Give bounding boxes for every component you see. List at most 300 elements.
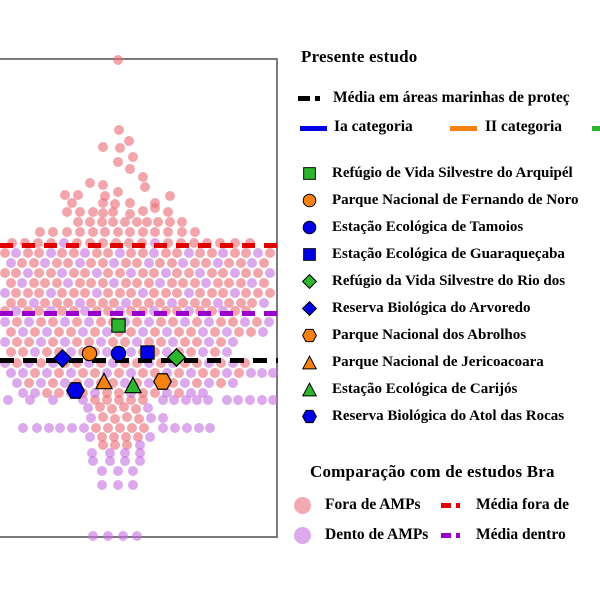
scatter-dot-fora [34,248,44,258]
scatter-dot-dentro [46,288,56,298]
scatter-dot-dentro [25,395,35,405]
comparison-title: Comparação com de estudos Bra [310,462,555,481]
scatter-dot-dentro [144,317,154,327]
study-marker-circle [110,345,127,362]
legend-item-label: Estação Ecológica de Tamoios [332,219,524,235]
scatter-dot-fora [210,347,220,357]
scatter-dot-dentro [222,395,232,405]
scatter-dot-fora [174,327,184,337]
scatter-dot-fora [165,191,175,201]
scatter-dot-dentro [126,268,136,278]
legend-item-label: Parque Nacional de Jericoacoara [332,354,544,370]
scatter-dot-fora [207,268,217,278]
scatter-dot-fora [115,268,125,278]
scatter-dot-fora [54,368,64,378]
scatter-dot-dentro [149,248,159,258]
scatter-dot-fora [18,347,28,357]
legend-item-label: Reserva Biológica do Atol das Rocas [332,408,565,424]
scatter-dot-fora [163,227,173,237]
scatter-dot-fora [241,248,251,258]
scatter-dot-fora [156,317,166,327]
scatter-dot-fora [115,288,125,298]
ii-categoria-line [450,126,477,131]
scatter-dot-fora [113,227,123,237]
dento-amps-dot [294,527,311,544]
media-dentro-label: Média dentro [476,526,566,543]
scatter-dot-dentro [167,298,177,308]
scatter-dot-fora [57,288,67,298]
protected-areas-legend-list [298,160,600,430]
square-marker-icon [298,247,320,262]
scatter-dot-dentro [258,327,268,337]
scatter-dot-fora [6,327,16,337]
scatter-dot-dentro [6,368,16,378]
scatter-dot-dentro [257,368,267,378]
scatter-dot-fora [62,207,72,217]
scatter-dot-dentro [11,248,21,258]
legend-item [298,322,600,349]
scatter-dot-fora [62,227,72,237]
scatter-dot-dentro [230,268,240,278]
scatter-dot-fora [48,227,58,237]
scatter-dot-fora [69,268,79,278]
scatter-dot-fora [177,217,187,227]
scatter-dot-fora [125,164,135,174]
scatter-dot-dentro [204,337,214,347]
scatter-dot-fora [207,248,217,258]
fora-amps-label: Fora de AMPs [325,496,421,513]
scatter-dot-dentro [57,268,67,278]
scatter-dot-fora [153,217,163,227]
scatter-dot-dentro [32,423,42,433]
scatter-dot-dentro [63,278,73,288]
scatter-dot-dentro [18,327,28,337]
scatter-dot-fora [241,288,251,298]
scatter-dot-fora [75,227,85,237]
circle-marker-icon [298,193,320,208]
diamond-marker-icon [298,274,320,289]
scatter-dot-dentro [75,258,85,268]
scatter-dot-fora [75,278,85,288]
scatter-dot-dentro [83,403,93,413]
scatter-dot-fora [172,248,182,258]
scatter-dot-fora [265,248,275,258]
scatter-dot-fora [155,258,165,268]
scatter-dot-fora [163,207,173,217]
study-marker-square [139,344,156,361]
scatter-dot-dentro [0,317,10,327]
scatter-dot-fora [121,258,131,268]
scatter-dot-fora [149,288,159,298]
scatter-dot-dentro [222,368,232,378]
scatter-dot-fora [98,198,108,208]
media-dentro-dashed-swatch [441,533,469,538]
iii-categoria-line [592,126,600,131]
scatter-dot-fora [121,278,131,288]
scatter-dot-fora [85,178,95,188]
scatter-dot-fora [69,248,79,258]
legend-item-label: Refúgio de Vida Silvestre do Arquipél [332,165,573,181]
scatter-dot-dentro [105,456,115,466]
scatter-dot-fora [12,317,22,327]
scatter-dot-dentro [135,456,145,466]
circle-marker-icon [298,220,320,235]
square-marker-icon [298,166,320,181]
scatter-dot-fora [113,55,123,65]
scatter-dot-fora [42,347,52,357]
scatter-dot-fora [218,288,228,298]
scatter-dot-fora [234,368,244,378]
scatter-dot-fora [125,227,135,237]
scatter-dot-dentro [268,395,278,405]
scatter-dot-fora [192,378,202,388]
scatter-dot-dentro [182,423,192,433]
scatter-dot-fora [115,143,125,153]
scatter-dot-dentro [146,413,156,423]
scatter-dot-fora [161,288,171,298]
scatter-dot-dentro [85,432,95,442]
scatter-dot-fora [259,278,269,288]
media-fora-dashed-swatch [441,503,469,508]
black-dashed-line-swatch [298,96,326,101]
scatter-dot-dentro [128,480,138,490]
scatter-dot-fora [192,337,202,347]
scatter-dot-fora [6,278,16,288]
scatter-dot-fora [98,278,108,288]
scatter-dot-fora [11,268,21,278]
scatter-dot-fora [144,278,154,288]
scatter-dot-fora [52,258,62,268]
scatter-dot-fora [114,125,124,135]
refline-media-dentro-amps [0,311,278,316]
scatter-dot-dentro [128,466,138,476]
scatter-dot-fora [138,248,148,258]
legend-item [298,160,600,187]
refline-media-fora-amps [0,243,278,248]
media-fora-label: Média fora de [476,496,569,513]
scatter-dot-dentro [247,258,257,268]
scatter-dot-fora [125,198,135,208]
scatter-dot-fora [177,227,187,237]
present-study-title: Presente estudo [301,47,418,66]
scatter-dot-fora [29,278,39,288]
scatter-dot-dentro [88,456,98,466]
scatter-dot-dentro [23,268,33,278]
scatter-dot-dentro [247,278,257,288]
scatter-dot-dentro [88,531,98,541]
scatter-dot-fora [124,136,134,146]
scatter-dot-dentro [158,413,168,423]
scatter-dot-dentro [203,395,213,405]
scatter-dot-fora [168,317,178,327]
scatter-dot-fora [23,248,33,258]
scatter-dot-fora [66,327,76,337]
ii-categoria-label: II categoria [485,118,563,135]
study-marker-circle [81,345,98,362]
scatter-dot-fora [24,337,34,347]
scatter-dot-fora [259,258,269,268]
scatter-dot-dentro [84,378,94,388]
scatter-dot-fora [6,347,16,357]
scatter-dot-fora [224,258,234,268]
scatter-dot-dentro [36,378,46,388]
scatter-dot-dentro [155,278,165,288]
scatter-dot-fora [54,327,64,337]
scatter-dot-dentro [184,288,194,298]
legend-item-label: Estação Ecológica de Guaraqueçaba [332,246,565,262]
scatter-dot-fora [230,248,240,258]
scatter-dot-dentro [55,423,65,433]
scatter-dot-fora [128,152,138,162]
scatter-dot-fora [103,288,113,298]
scatter-dot-fora [216,378,226,388]
scatter-dot-dentro [222,327,232,337]
scatter-dot-fora [252,317,262,327]
scatter-dot-dentro [145,432,155,442]
scatter-dot-dentro [96,337,106,347]
study-marker-hexagon [66,381,85,400]
scatter-dot-fora [198,368,208,378]
scatter-dot-fora [92,248,102,258]
scatter-dot-fora [40,278,50,288]
scatter-dot-fora [96,317,106,327]
scatter-dot-fora [113,187,123,197]
legend-item-label: Parque Nacional dos Abrolhos [332,327,527,343]
scatter-dot-dentro [42,368,52,378]
legend-item [298,295,600,322]
scatter-dot-fora [150,227,160,237]
scatter-dot-dentro [44,423,54,433]
hexagon-marker-icon [298,409,320,424]
scatter-dot-dentro [162,327,172,337]
scatter-dot-dentro [195,268,205,278]
scatter-dot-fora [36,317,46,327]
scatter-dot-dentro [257,395,267,405]
scatter-dot-fora [0,268,10,278]
scatter-dot-dentro [204,317,214,327]
scatter-dot-fora [234,327,244,337]
scatter-dot-fora [30,368,40,378]
scatter-dot-fora [120,217,130,227]
scatter-dot-fora [88,227,98,237]
scatter-dot-dentro [138,327,148,337]
scatter-dot-fora [11,288,21,298]
scatter-dot-fora [138,227,148,237]
triangle-marker-icon [298,355,320,370]
scatter-dot-dentro [109,278,119,288]
scatter-dot-fora [140,182,150,192]
scatter-dot-dentro [18,423,28,433]
media-protecao-label: Média em áreas marinhas de proteç [333,89,570,106]
scatter-dot-fora [132,317,142,327]
scatter-dot-dentro [80,248,90,258]
scatter-dot-fora [236,278,246,288]
scatter-dot-dentro [184,248,194,258]
study-marker-diamond [167,348,186,367]
scatter-dot-fora [172,288,182,298]
scatter-dot-fora [161,248,171,258]
scatter-dot-dentro [253,248,263,258]
scatter-dot-dentro [192,395,202,405]
ia-categoria-label: Ia categoria [334,118,413,135]
scatter-dot-fora [107,404,117,414]
scatter-dot-fora [75,207,85,217]
scatter-dot-dentro [240,317,250,327]
scatter-dot-dentro [0,288,10,298]
scatter-dot-fora [213,278,223,288]
scatter-dot-fora [190,258,200,268]
scatter-dot-fora [178,278,188,288]
scatter-dot-fora [190,278,200,288]
scatter-dot-dentro [118,531,128,541]
scatter-dot-fora [30,327,40,337]
legend-item [298,241,600,268]
triangle-marker-icon [298,382,320,397]
scatter-dot-fora [210,368,220,378]
scatter-dot-fora [228,317,238,327]
scatter-dot-dentro [67,423,77,433]
scatter-dot-dentro [161,268,171,278]
scatter-dot-dentro [60,337,70,347]
scatter-dot-dentro [17,278,27,288]
scatter-dot-fora [138,172,148,182]
scatter-dot-fora [156,337,166,347]
scatter-dot-dentro [143,403,153,413]
scatter-dot-fora [150,327,160,337]
scatter-dot-dentro [222,347,232,357]
scatter-dot-fora [195,288,205,298]
scatter-dot-fora [72,317,82,327]
legend-item [298,268,600,295]
scatter-dot-dentro [132,531,142,541]
scatter-dot-fora [119,402,129,412]
study-marker-triangle [124,376,142,394]
scatter-dot-fora [80,268,90,278]
scatter-dot-fora [126,327,136,337]
scatter-dot-fora [210,327,220,337]
scatter-dot-fora [246,327,256,337]
scatter-dot-fora [132,278,142,288]
scatter-dot-dentro [228,337,238,347]
scatter-dot-dentro [170,423,180,433]
legend-item-label: Reserva Biológica do Arvoredo [332,300,531,316]
scatter-dot-dentro [233,395,243,405]
scatter-dot-dentro [12,378,22,388]
scatter-dot-fora [126,248,136,258]
scatter-dot-dentro [120,456,130,466]
scatter-dot-fora [149,268,159,278]
scatter-dot-fora [122,412,132,422]
scatter-dot-fora [17,258,27,268]
scatter-dot-fora [186,347,196,357]
scatter-dot-fora [184,268,194,278]
scatter-dot-fora [95,402,105,412]
scatter-dot-fora [241,268,251,278]
scatter-dot-dentro [126,347,136,357]
scatter-dot-fora [24,378,34,388]
scatter-dot-fora [12,337,22,347]
scatter-dot-fora [132,258,142,268]
scatter-dot-fora [180,337,190,347]
scatter-dot-fora [114,368,124,378]
scatter-dot-fora [131,404,141,414]
scatter-dot-fora [86,258,96,268]
scatter-dot-fora [218,268,228,278]
scatter-dot-dentro [245,395,255,405]
scatter-dot-fora [165,217,175,227]
scatter-dot-dentro [97,480,107,490]
legend-item-label: Estação Ecológica de Carijós [332,381,518,397]
scatter-dot-fora [172,268,182,278]
scatter-dot-dentro [158,395,168,405]
scatter-dot-dentro [230,288,240,298]
scatter-dot-dentro [194,423,204,433]
scatter-dot-fora [48,317,58,327]
scatter-dot-dentro [97,466,107,476]
scatter-dot-fora [236,258,246,268]
scatter-dot-fora [88,207,98,217]
hexagon-marker-icon [298,328,320,343]
scatter-dot-dentro [198,347,208,357]
scatter-dot-fora [174,368,184,378]
scatter-dot-dentro [169,395,179,405]
scatter-dot-fora [48,378,58,388]
scatter-dot-dentro [228,378,238,388]
scatter-dot-fora [167,278,177,288]
scatter-dot-fora [86,278,96,288]
scatter-dot-fora [46,268,56,278]
scatter-dot-fora [63,258,73,268]
scatter-dot-dentro [3,395,13,405]
scatter-dot-dentro [113,466,123,476]
legend-item [298,187,600,214]
scatter-dot-dentro [46,248,56,258]
scatter-dot-fora [98,142,108,152]
legend-item [298,403,600,430]
media-protecao-legend-row [298,88,600,108]
scatter-dot-fora [138,268,148,278]
scatter-dot-fora [80,288,90,298]
legend-item-label: Parque Nacional de Fernando de Noro [332,192,579,208]
scatter-dot-fora [195,248,205,258]
scatter-dot-dentro [40,258,50,268]
scatter-dot-fora [98,180,108,190]
scatter-dot-fora [90,327,100,337]
scatter-dot-fora [57,248,67,258]
scatter-dot-fora [132,217,142,227]
scatter-dot-fora [52,278,62,288]
scatter-dot-dentro [115,248,125,258]
dento-amps-legend-row [294,525,600,545]
scatter-dot-fora [48,337,58,347]
scatter-dot-fora [142,217,152,227]
scatter-dot-fora [253,268,263,278]
scatter-dot-dentro [168,337,178,347]
scatter-dot-fora [265,288,275,298]
scatter-dot-dentro [92,288,102,298]
scatter-dot-dentro [178,258,188,268]
scatter-dot-fora [0,248,10,258]
scatter-dot-fora [190,227,200,237]
legend-item [298,376,600,403]
scatter-dot-dentro [144,258,154,268]
scatter-dot-dentro [66,368,76,378]
scatter-dot-dentro [205,423,215,433]
scatter-dot-fora [108,217,118,227]
scatter-dot-dentro [180,378,190,388]
scatter-dot-dentro [36,337,46,347]
scatter-dot-fora [78,368,88,378]
